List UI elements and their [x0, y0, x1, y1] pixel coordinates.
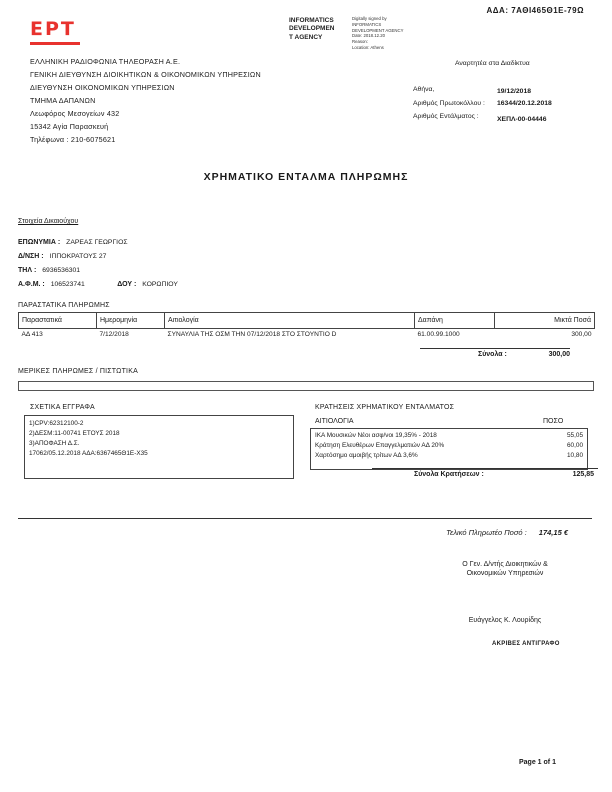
related-docs-title: ΣΧΕΤΙΚΑ ΕΓΓΡΑΦΑ — [30, 404, 95, 411]
doy-label: ΔΟΥ : — [117, 281, 137, 288]
phone-label: ΤΗΛ : — [18, 267, 37, 274]
stamp-agency-line: INFORMATICS — [289, 17, 334, 24]
ert-logo-text: ΕΡΤ — [30, 18, 76, 40]
related-doc-line: 17062/05.12.2018 ΑΔΑ:6367465Θ1Ε-Χ35 — [29, 449, 148, 457]
col-header-document: Παραστατικά — [19, 313, 97, 329]
payment-totals-value: 300,00 — [548, 351, 570, 358]
deductions-totals-row — [372, 468, 598, 478]
deduction-amount: 55,05 — [567, 432, 583, 439]
related-doc-line: 3)ΑΠΟΦΑΣΗ Δ.Σ. — [29, 439, 80, 447]
city-label: Αθήνα, — [413, 86, 435, 93]
phone-value: 6936536301 — [42, 267, 81, 274]
org-line: ΓΕΝΙΚΗ ΔΙΕΥΘΥΝΣΗ ΔΙΟΙΚΗΤΙΚΩΝ & ΟΙΚΟΝΟΜΙΚΩΝ ΥΠΗΡΕΣΙΩΝ — [30, 70, 261, 79]
org-line: Τηλέφωνα : 210-6075621 — [30, 135, 116, 144]
name-label: ΕΠΩΝΥΜΙΑ : — [18, 239, 61, 246]
payment-totals-label: Σύνολα : — [478, 351, 507, 358]
stamp-sig-line: Digitally signed by — [352, 16, 387, 21]
address-value: ΙΠΠΟΚΡΑΤΟΥΣ 27 — [49, 253, 107, 260]
stamp-sig-line: Reason: — [352, 39, 369, 45]
ada-code: ΑΔΑ: 7ΑΘΙ465Θ1Ε-79Ω — [486, 6, 584, 15]
deductions-totals-label: Σύνολα Κρατήσεων : — [414, 471, 484, 478]
payment-table-header-row — [19, 313, 595, 329]
stamp-agency-line: T AGENCY — [289, 33, 323, 41]
document-date: 19/12/2018 — [497, 88, 532, 95]
cell-expense: 61.00.99.1000 — [417, 331, 460, 338]
page-title: ΧΡΗΜΑΤΙΚΟ ΕΝΤΑΛΜΑ ΠΛΗΡΩΜΗΣ — [203, 171, 409, 183]
deductions-reason-header: ΑΙΤΙΟΛΟΓΙΑ — [315, 418, 354, 425]
payment-table — [18, 312, 595, 340]
signatory-title-line2: Οικονομικών Υπηρεσιών — [466, 570, 544, 578]
org-line: Λεωφόρος Μεσογείων 432 — [30, 109, 120, 118]
stamp-sig-line: Location: Athens — [352, 44, 384, 50]
deduction-row — [311, 441, 587, 451]
org-line: ΕΛΛΗΝΙΚΗ ΡΑΔΙΟΦΩΝΙΑ ΤΗΛΕΟΡΑΣΗ Α.Ε. — [30, 57, 181, 66]
payment-table-row — [19, 329, 595, 341]
ert-logo — [30, 18, 80, 45]
deduction-label: ΙΚΑ Μουσικών Νέοι ασφ/νοι 19,35% - 2018 — [315, 432, 437, 439]
stamp-agency-line: DEVELOPMEN — [289, 25, 335, 33]
col-header-date: Ημερομηνία — [97, 313, 165, 329]
signatory-title-line1: Ο Γεν. Δ/ντής Διοικητικών & — [462, 561, 548, 568]
stamp-sig-line: INFORMATICS — [352, 21, 382, 27]
final-amount-divider — [18, 518, 592, 519]
signatory-title — [415, 560, 595, 578]
beneficiary-afm-row — [18, 273, 178, 291]
protocol-label: Αριθμός Πρωτοκόλλου : — [413, 100, 485, 107]
ert-logo-underline — [30, 42, 80, 45]
related-doc-line: 1)CPV:62312100-2 — [29, 420, 84, 427]
address-label: Δ/ΝΣΗ : — [18, 253, 44, 260]
order-number-value: ΧΕΠΛ-00-04446 — [497, 116, 547, 123]
col-header-gross: Μικτά Ποσά — [495, 313, 595, 329]
col-header-reason: Αιτιολογία — [165, 313, 415, 329]
col-header-expense: Δαπάνη — [415, 313, 495, 329]
deduction-amount: 60,00 — [567, 441, 583, 449]
certified-copy-label: ΑΚΡΙΒΕΣ ΑΝΤΙΓΡΑΦΟ — [492, 641, 560, 647]
final-amount-label: Τελικό Πληρωτέο Ποσό : — [446, 528, 527, 537]
final-amount-row — [446, 528, 568, 537]
deduction-label: Χαρτόσημο αμοιβής τρίτων ΑΔ 3,6% — [315, 451, 418, 459]
digital-stamp-details — [352, 16, 430, 51]
deductions-totals-value: 125,85 — [572, 471, 594, 478]
partial-payments-title: ΜΕΡΙΚΕΣ ΠΛΗΡΩΜΕΣ / ΠΙΣΤΩΤΙΚΑ — [18, 368, 138, 375]
deduction-row — [311, 431, 587, 441]
stamp-sig-line: Date: 2018.12.20 — [352, 33, 385, 39]
payment-totals-row — [420, 348, 570, 358]
signatory-name: Ευάγγελος Κ. Λουρίδης — [468, 617, 542, 624]
deductions-box — [310, 428, 588, 470]
protocol-value: 16344/20.12.2018 — [497, 100, 552, 107]
deduction-row — [311, 451, 587, 461]
related-doc-line: 2)ΔΕΣΜ:11-00741 ΕΤΟΥΣ 2018 — [29, 429, 120, 437]
partial-payments-empty-box — [18, 381, 594, 391]
deductions-amount-header: ΠΟΣΟ — [543, 418, 564, 425]
afm-label: Α.Φ.Μ. : — [18, 281, 45, 288]
org-line: 15342 Αγία Παρασκευή — [30, 122, 109, 131]
org-line: ΤΜΗΜΑ ΔΑΠΑΝΩΝ — [30, 96, 96, 105]
deduction-amount: 10,80 — [567, 451, 583, 459]
final-amount-value: 174,15 € — [538, 528, 568, 537]
afm-value: 106523741 — [50, 281, 85, 288]
page-number: Page 1 of 1 — [519, 759, 556, 766]
cell-document: ΑΔ 413 — [21, 331, 43, 338]
name-value: ΖΑΡΕΑΣ ΓΕΩΡΓΙΟΣ — [66, 239, 128, 246]
deduction-label: Κράτηση Ελευθέρων Επαγγελματιών ΑΔ 20% — [315, 441, 445, 449]
digital-stamp-agency — [289, 17, 353, 42]
cell-gross: 300,00 — [571, 331, 592, 338]
org-line: ΔΙΕΥΘΥΝΣΗ ΟΙΚΟΝΟΜΙΚΩΝ ΥΠΗΡΕΣΙΩΝ — [30, 83, 175, 92]
doy-value: ΚΟΡΩΠΙΟΥ — [142, 281, 178, 288]
cell-date: 7/12/2018 — [99, 331, 129, 338]
payment-table-title: ΠΑΡΑΣΤΑΤΙΚΑ ΠΛΗΡΩΜΗΣ — [18, 302, 110, 309]
stamp-sig-line: DEVELOPMENT AGENCY — [352, 27, 404, 33]
order-number-label: Αριθμός Εντάλματος : — [413, 113, 479, 120]
cell-reason: ΣΥΝΑΥΛΙΑ ΤΗΣ ΟΣΜ ΤΗΝ 07/12/2018 ΣΤΟ ΣΤΟΥΝΤΙΟ D — [167, 331, 337, 338]
related-docs-box — [24, 415, 294, 479]
beneficiary-heading: Στοιχεία Δικαιούχου — [18, 218, 79, 225]
organization-block — [30, 55, 330, 146]
publish-note: Αναρτητέα στα Διαδίκτυα — [455, 60, 530, 67]
deductions-title: ΚΡΑΤΗΣΕΙΣ ΧΡΗΜΑΤΙΚΟΥ ΕΝΤΑΛΜΑΤΟΣ — [315, 404, 455, 411]
